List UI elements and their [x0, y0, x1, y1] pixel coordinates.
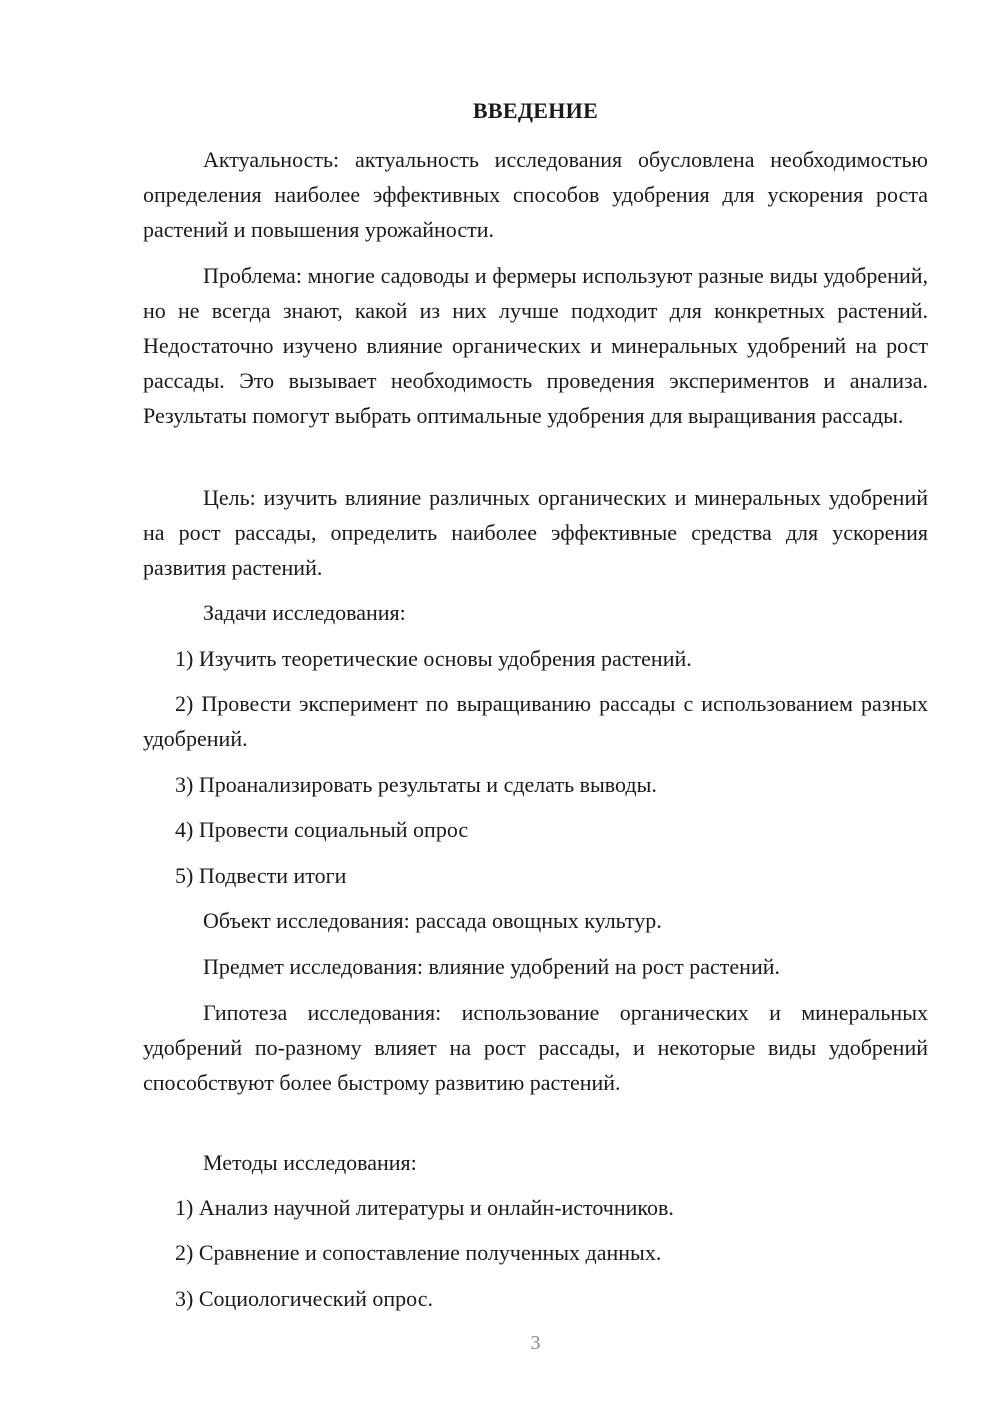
page-number: 3	[530, 1332, 541, 1354]
goal-paragraph: Цель: изучить влияние различных органических и минеральных удобрений на рост рассады, определить наиболее эффективные средства для ускорения развития растений.	[143, 485, 928, 580]
task-item-4: 4) Провести социальный опрос	[175, 817, 469, 842]
method-item-1: 1) Анализ научной литературы и онлайн-источников.	[175, 1195, 674, 1220]
method-item-2: 2) Сравнение и сопоставление полученных данных.	[175, 1240, 662, 1265]
object-paragraph: Объект исследования: рассада овощных культур.	[203, 908, 662, 933]
document-page	[143, 0, 928, 1414]
relevance-paragraph: Актуальность: актуальность исследования обусловлена необходимостью определения наиболее эффективных способов удобрения для ускорения роста растений и повышения урожайности.	[143, 147, 928, 242]
methods-heading: Методы исследования:	[203, 1150, 417, 1175]
task-item-3: 3) Проанализировать результаты и сделать выводы.	[175, 772, 657, 797]
task-item-2: 2) Провести эксперимент по выращиванию рассады с использованием разных удобрений.	[143, 691, 928, 751]
subject-paragraph: Предмет исследования: влияние удобрений на рост растений.	[203, 954, 781, 979]
tasks-heading: Задачи исследования:	[203, 600, 406, 625]
task-item-5: 5) Подвести итоги	[175, 863, 347, 888]
method-item-3: 3) Социологический опрос.	[175, 1286, 433, 1311]
page-title: ВВЕДЕНИЕ	[472, 98, 599, 123]
task-item-1: 1) Изучить теоретические основы удобрения растений.	[175, 646, 692, 671]
hypothesis-paragraph: Гипотеза исследования: использование органических и минеральных удобрений по-разному влияет на рост рассады, и некоторые виды удобрений способствуют более быстрому развитию растений.	[143, 1000, 928, 1095]
problem-paragraph: Проблема: многие садоводы и фермеры используют разные виды удобрений, но не всегда знают, какой из них лучше подходит для конкретных растений. Недостаточно изучено влияние органических и минеральных удобрений на рост рассады. Это вызывает необходимость проведения экспериментов и анализа. Результаты помогут выбрать оптимальные удобрения для выращивания рассады.	[143, 263, 928, 428]
